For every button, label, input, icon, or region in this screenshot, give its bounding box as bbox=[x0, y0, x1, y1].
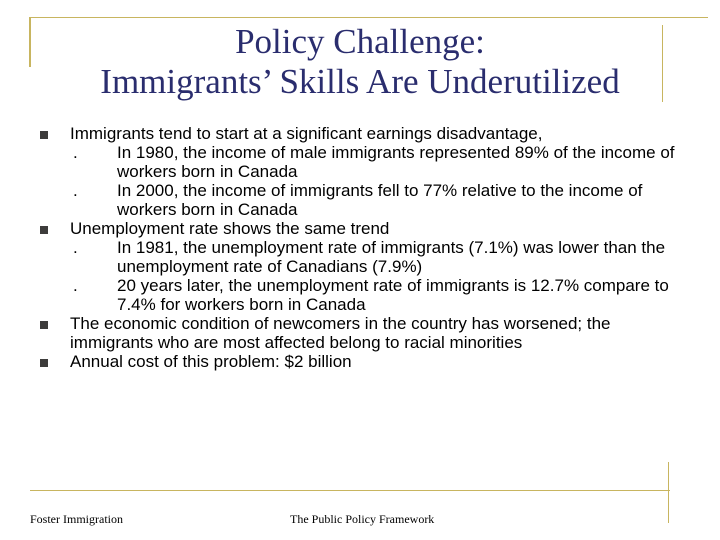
sub-bullet-text: In 1981, the unemployment rate of immigrants (7.1%) was lower than the unemployment rate of Canadians (7.9%) bbox=[117, 238, 666, 276]
sub-bullet-item bbox=[70, 238, 680, 276]
frame-bottom-right-line bbox=[668, 462, 669, 523]
sub-bullet-list bbox=[70, 143, 680, 219]
sub-bullet-list bbox=[70, 238, 680, 314]
bullet-list bbox=[40, 124, 680, 371]
title-line-2: Immigrants’ Skills Are Underutilized bbox=[100, 62, 620, 101]
bullet-text: The economic condition of newcomers in the country has worsened; the immigrants who are most affected belong to racial minorities bbox=[70, 314, 611, 352]
frame-left-line bbox=[29, 17, 31, 67]
bullet-item bbox=[40, 352, 680, 371]
bullet-item bbox=[40, 124, 680, 219]
sub-bullet-text: In 2000, the income of immigrants fell to 77% relative to the income of workers born in Canada bbox=[117, 181, 643, 219]
square-bullet-icon bbox=[40, 321, 48, 329]
title-line-1: Policy Challenge: bbox=[235, 22, 485, 61]
slide-title bbox=[40, 22, 680, 102]
bullet-text: Immigrants tend to start at a significant earnings disadvantage, bbox=[70, 124, 543, 143]
square-bullet-icon bbox=[40, 131, 48, 139]
sub-bullet-item bbox=[70, 181, 680, 219]
square-bullet-icon bbox=[40, 226, 48, 234]
sub-bullet-item bbox=[70, 276, 680, 314]
bullet-text: Annual cost of this problem: $2 billion bbox=[70, 352, 352, 371]
footer-center-text: The Public Policy Framework bbox=[290, 512, 435, 526]
sub-bullet-item bbox=[70, 143, 680, 181]
frame-bottom-line bbox=[30, 490, 670, 491]
dot-bullet-icon: . bbox=[73, 181, 78, 200]
square-bullet-icon bbox=[40, 359, 48, 367]
dot-bullet-icon: . bbox=[73, 276, 78, 295]
footer-left-text: Foster Immigration bbox=[30, 512, 123, 526]
bullet-item bbox=[40, 314, 680, 352]
sub-bullet-text: In 1980, the income of male immigrants represented 89% of the income of workers born in Canada bbox=[117, 143, 675, 181]
bullet-text: Unemployment rate shows the same trend bbox=[70, 219, 390, 238]
dot-bullet-icon: . bbox=[73, 143, 78, 162]
sub-bullet-text: 20 years later, the unemployment rate of immigrants is 12.7% compare to 7.4% for workers born in Canada bbox=[117, 276, 669, 314]
dot-bullet-icon: . bbox=[73, 238, 78, 257]
bullet-item bbox=[40, 219, 680, 314]
frame-top-line bbox=[29, 17, 708, 18]
